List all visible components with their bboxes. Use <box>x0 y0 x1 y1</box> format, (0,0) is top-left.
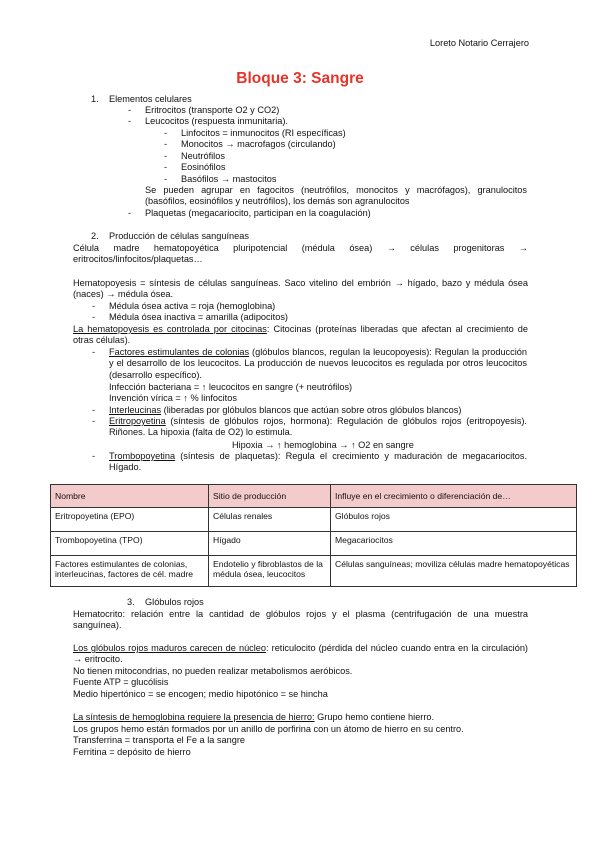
citocinas-paragraph <box>73 324 528 347</box>
maduros-rest: : reticulocito (pérdida del núcleo cuando entra en la circulación) → eritrocito. <box>73 643 528 665</box>
section-3-number: 3. <box>127 597 135 607</box>
section-3-heading: Glóbulos rojos <box>145 597 204 607</box>
table-header-cell: Sitio de producción <box>209 485 331 508</box>
bullet-dash: - <box>164 139 168 149</box>
table-row <box>51 532 577 556</box>
bullet-dash: - <box>128 116 132 126</box>
atp-line: Fuente ATP = glucólisis <box>73 677 169 687</box>
table-header-cell: Nombre <box>51 485 209 508</box>
bullet-dash: - <box>164 128 168 138</box>
citocinas-rest: : Citocinas (proteínas liberadas que afectan al crecimiento de otras células). <box>73 324 528 346</box>
leucocito-type: Neutrófilos <box>181 151 225 161</box>
leucocito-type: Monocitos → macrofagos (circulando) <box>181 139 336 149</box>
table-row <box>51 508 577 532</box>
hemoglobina-underlined: La síntesis de hemoglobina requiere la presencia de hierro: <box>73 712 315 722</box>
eritrocitos-item: Eritrocitos (transporte O2 y CO2) <box>145 105 280 115</box>
interleucinas-line <box>109 405 461 416</box>
table-cell: Megacariocitos <box>331 532 577 556</box>
epo-paragraph <box>109 416 527 439</box>
grouping-text: Se pueden agrupar en fagocitos (neutrófilos, monocitos y macrófagos), granulocitos (basófilos, eosinófilos y neutrófilos), los demás son agranulocitos <box>145 185 527 207</box>
bullet-dash: - <box>92 405 96 415</box>
table-cell: Factores estimulantes de colonias, interleucinas, factores de cél. madre <box>51 556 209 587</box>
bullet-dash: - <box>92 416 96 426</box>
table-cell: Eritropoyetina (EPO) <box>51 508 209 532</box>
interleucinas-rest: (liberadas por glóbulos blancos que actúan sobre otros glóbulos blancos) <box>161 405 462 415</box>
table-cell: Endotelio y fibroblastos de la médula ósea, leucocitos <box>209 556 331 587</box>
table-cell: Hígado <box>209 532 331 556</box>
hormones-table <box>50 484 577 587</box>
table-cell: Células sanguíneas; moviliza células madre hematopoyéticas <box>331 556 577 587</box>
hematopoyesis-definition: Hematopoyesis = síntesis de células sanguíneas. Saco vitelino del embrión → hígado, bazo y médula ósea (naces) → médula ósea. <box>73 278 528 300</box>
bullet-dash: - <box>164 151 168 161</box>
section-2-number: 2. <box>91 231 99 241</box>
interleucinas-underlined: Interleucinas <box>109 405 162 415</box>
tpo-rest: (síntesis de plaquetas): Regula el crecimiento y maduración de megacariocitos. Hígado. <box>109 451 527 473</box>
ferritina-line: Ferritina = depósito de hierro <box>73 747 191 757</box>
hipoxia-line: Hipoxia → ↑ hemoglobina → ↑ O2 en sangre <box>232 440 414 450</box>
invencion-line: Invención vírica = ↑ % linfocitos <box>109 393 237 403</box>
fec-underlined: Factores estimulantes de colonias <box>109 347 250 357</box>
table-cell: Glóbulos rojos <box>331 508 577 532</box>
fec-paragraph <box>109 347 527 381</box>
table-cell: Células renales <box>209 508 331 532</box>
hematocrito-definition: Hematocrito: relación entre la cantidad de glóbulos rojos y el plasma (centrifugación de una muestra sanguínea). <box>73 609 528 631</box>
fec-rest: (glóbulos blancos, regulan la leucopoyesis): Regulan la producción y el desarrollo de los leucocitos. La producción de nuevos leucocitos es regulada por otros leucocitos (desarrollo específico). <box>109 347 528 380</box>
bullet-dash: - <box>92 312 96 322</box>
author-name: Loreto Notario Cerrajero <box>429 38 529 48</box>
leucocito-type: Basófilos → mastocitos <box>181 174 277 184</box>
medula-item: Médula ósea activa = roja (hemoglobina) <box>109 301 276 311</box>
leucocito-type: Eosinófilos <box>181 162 226 172</box>
table-header-cell: Influye en el crecimiento o diferenciación de… <box>331 485 577 508</box>
mitocondrias-line: No tienen mitocondrias, no pueden realizar metabolismos aeróbicos. <box>73 666 353 676</box>
medio-line: Medio hipertónico = se encogen; medio hipotónico = se hincha <box>73 689 328 699</box>
bullet-dash: - <box>92 347 96 357</box>
leucocitos-item: Leucocitos (respuesta inmunitaria). <box>145 116 288 126</box>
bullet-dash: - <box>92 301 96 311</box>
grupos-hemo-line: Los grupos hemo están formados por un anillo de porfirina con un átomo de hierro en su centro. <box>73 724 464 734</box>
epo-underlined: Eritropoyetina <box>109 416 166 426</box>
bullet-dash: - <box>128 208 132 218</box>
bullet-dash: - <box>128 105 132 115</box>
tpo-underlined: Trombopoyetina <box>109 451 176 461</box>
epo-rest: (síntesis de glóbulos rojos, hormona): Regulación de glóbulos rojos (eritropoyesis). Riñones. La hipoxia (falta de O2) lo estimula. <box>109 416 527 438</box>
leucocito-type: Linfocitos = inmunocitos (RI específicas) <box>181 128 346 138</box>
table-cell: Trombopoyetina (TPO) <box>51 532 209 556</box>
table-row <box>51 556 577 587</box>
table-header-row <box>51 485 577 508</box>
bullet-dash: - <box>92 451 96 461</box>
medula-item: Médula ósea inactiva = amarilla (adipocitos) <box>109 312 288 322</box>
infeccion-line: Infección bacteriana = ↑ leucocitos en sangre (+ neutrófilos) <box>109 382 353 392</box>
hematopoietic-intro: Célula madre hematopoyética pluripotencial (médula ósea) → células progenitoras → eritrocitos/linfocitos/plaquetas… <box>73 243 528 265</box>
maduros-underlined: Los glóbulos rojos maduros carecen de núcleo <box>73 643 267 653</box>
bullet-dash: - <box>164 162 168 172</box>
page-title: Bloque 3: Sangre <box>236 70 364 87</box>
plaquetas-item: Plaquetas (megacariocito, participan en la coagulación) <box>145 208 371 218</box>
section-2-heading: Producción de células sanguíneas <box>109 231 249 241</box>
transferrina-line: Transferrina = transporta el Fe a la sangre <box>73 735 246 745</box>
maduros-paragraph <box>73 643 528 666</box>
bullet-dash: - <box>164 174 168 184</box>
tpo-paragraph <box>109 451 527 474</box>
hemoglobina-line <box>73 712 434 723</box>
section-1-heading: Elementos celulares <box>109 94 192 104</box>
citocinas-underlined: La hematopoyesis es controlada por citocinas <box>73 324 267 334</box>
section-1-number: 1. <box>91 94 99 104</box>
hemoglobina-rest: Grupo hemo contiene hierro. <box>314 712 435 722</box>
